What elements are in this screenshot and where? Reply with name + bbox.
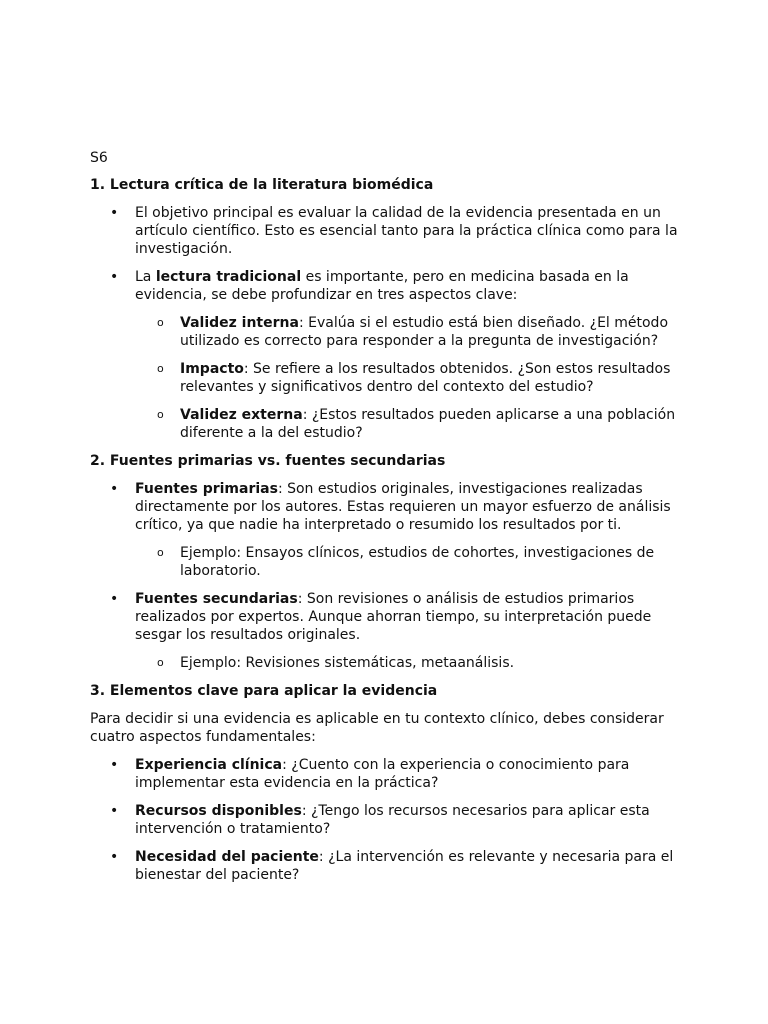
item-text-pre: La: [135, 269, 156, 285]
list-item: [90, 802, 678, 838]
item-term: Fuentes secundarias: [135, 591, 298, 607]
list-item: [90, 480, 678, 580]
item-term: Recursos disponibles: [135, 803, 302, 819]
heading-section-2: 2. Fuentes primarias vs. fuentes secundarias: [90, 453, 446, 469]
list-item: [90, 756, 678, 792]
item-text: El objetivo principal es evaluar la calidad de la evidencia presentada en un artículo científico. Esto es esencial tanto para la práctica clínica como para la investigación.: [135, 205, 678, 257]
item-text: : Son revisiones o análisis de estudios primarios realizados por expertos. Aunque ahorran tiempo, su interpretación puede sesgar los resultados originales.: [135, 591, 652, 643]
list-item: [90, 590, 678, 672]
sub-list: [135, 314, 678, 442]
bullet-icon: •: [110, 803, 119, 819]
list-item: [90, 848, 678, 884]
heading-section-1: 1. Lectura crítica de la literatura biomédica: [90, 177, 434, 193]
item-text: es importante, pero en medicina basada en la evidencia, se debe profundizar en tres aspectos clave:: [135, 269, 629, 303]
item-text: : ¿La intervención es relevante y necesaria para el bienestar del paciente?: [135, 849, 674, 883]
sub-item-text: : Se refiere a los resultados obtenidos. ¿Son estos resultados relevantes y significativos dentro del contexto del estudio?: [180, 361, 671, 395]
sub-item-term: Impacto: [180, 361, 244, 377]
bullet-icon: •: [110, 757, 119, 773]
sub-list-item: [135, 360, 678, 396]
section-1-list: [90, 204, 678, 442]
list-item: [90, 204, 678, 258]
sub-bullet-icon: o: [157, 656, 164, 669]
item-text: : ¿Cuento con la experiencia o conocimiento para implementar esta evidencia en la práctica?: [135, 757, 630, 791]
sub-item-text: Ejemplo: Revisiones sistemáticas, metaanálisis.: [180, 655, 515, 671]
heading-section-3: 3. Elementos clave para aplicar la evidencia: [90, 683, 438, 699]
bullet-icon: •: [110, 205, 119, 221]
item-term: Experiencia clínica: [135, 757, 283, 773]
bullet-icon: •: [110, 591, 119, 607]
sub-list-item: [135, 544, 678, 580]
bullet-icon: •: [110, 849, 119, 865]
sub-list: [135, 544, 678, 580]
bullet-icon: •: [110, 269, 119, 285]
sub-bullet-icon: o: [157, 362, 164, 375]
sub-item-text: Ejemplo: Ensayos clínicos, estudios de cohortes, investigaciones de laboratorio.: [180, 545, 655, 579]
item-term: Necesidad del paciente: [135, 849, 319, 865]
sub-item-term: Validez interna: [180, 315, 299, 331]
item-term: Fuentes primarias: [135, 481, 278, 497]
list-item: [90, 268, 678, 442]
sub-item-text: : ¿Estos resultados pueden aplicarse a una población diferente a la del estudio?: [180, 407, 676, 441]
section-3-list: [90, 756, 678, 884]
sub-bullet-icon: o: [157, 316, 164, 329]
section-label: S6: [90, 150, 108, 166]
sub-list: [135, 654, 678, 672]
item-text: : Son estudios originales, investigaciones realizadas directamente por los autores. Estas requieren un mayor esfuerzo de análisis crítico, ya que nadie ha interpretado o resumido los resultados por ti.: [135, 481, 671, 533]
sub-item-term: Validez externa: [180, 407, 303, 423]
section-3-intro: Para decidir si una evidencia es aplicable en tu contexto clínico, debes considerar cuatro aspectos fundamentales:: [90, 711, 664, 745]
sub-list-item: [135, 654, 678, 672]
bullet-icon: •: [110, 481, 119, 497]
section-2-list: [90, 480, 678, 672]
sub-bullet-icon: o: [157, 408, 164, 421]
sub-list-item: [135, 314, 678, 350]
sub-item-text: : Evalúa si el estudio está bien diseñado. ¿El método utilizado es correcto para responder a la pregunta de investigación?: [180, 315, 669, 349]
sub-list-item: [135, 406, 678, 442]
sub-bullet-icon: o: [157, 546, 164, 559]
item-term: lectura tradicional: [155, 269, 302, 285]
item-text: : ¿Tengo los recursos necesarios para aplicar esta intervención o tratamiento?: [135, 803, 650, 837]
